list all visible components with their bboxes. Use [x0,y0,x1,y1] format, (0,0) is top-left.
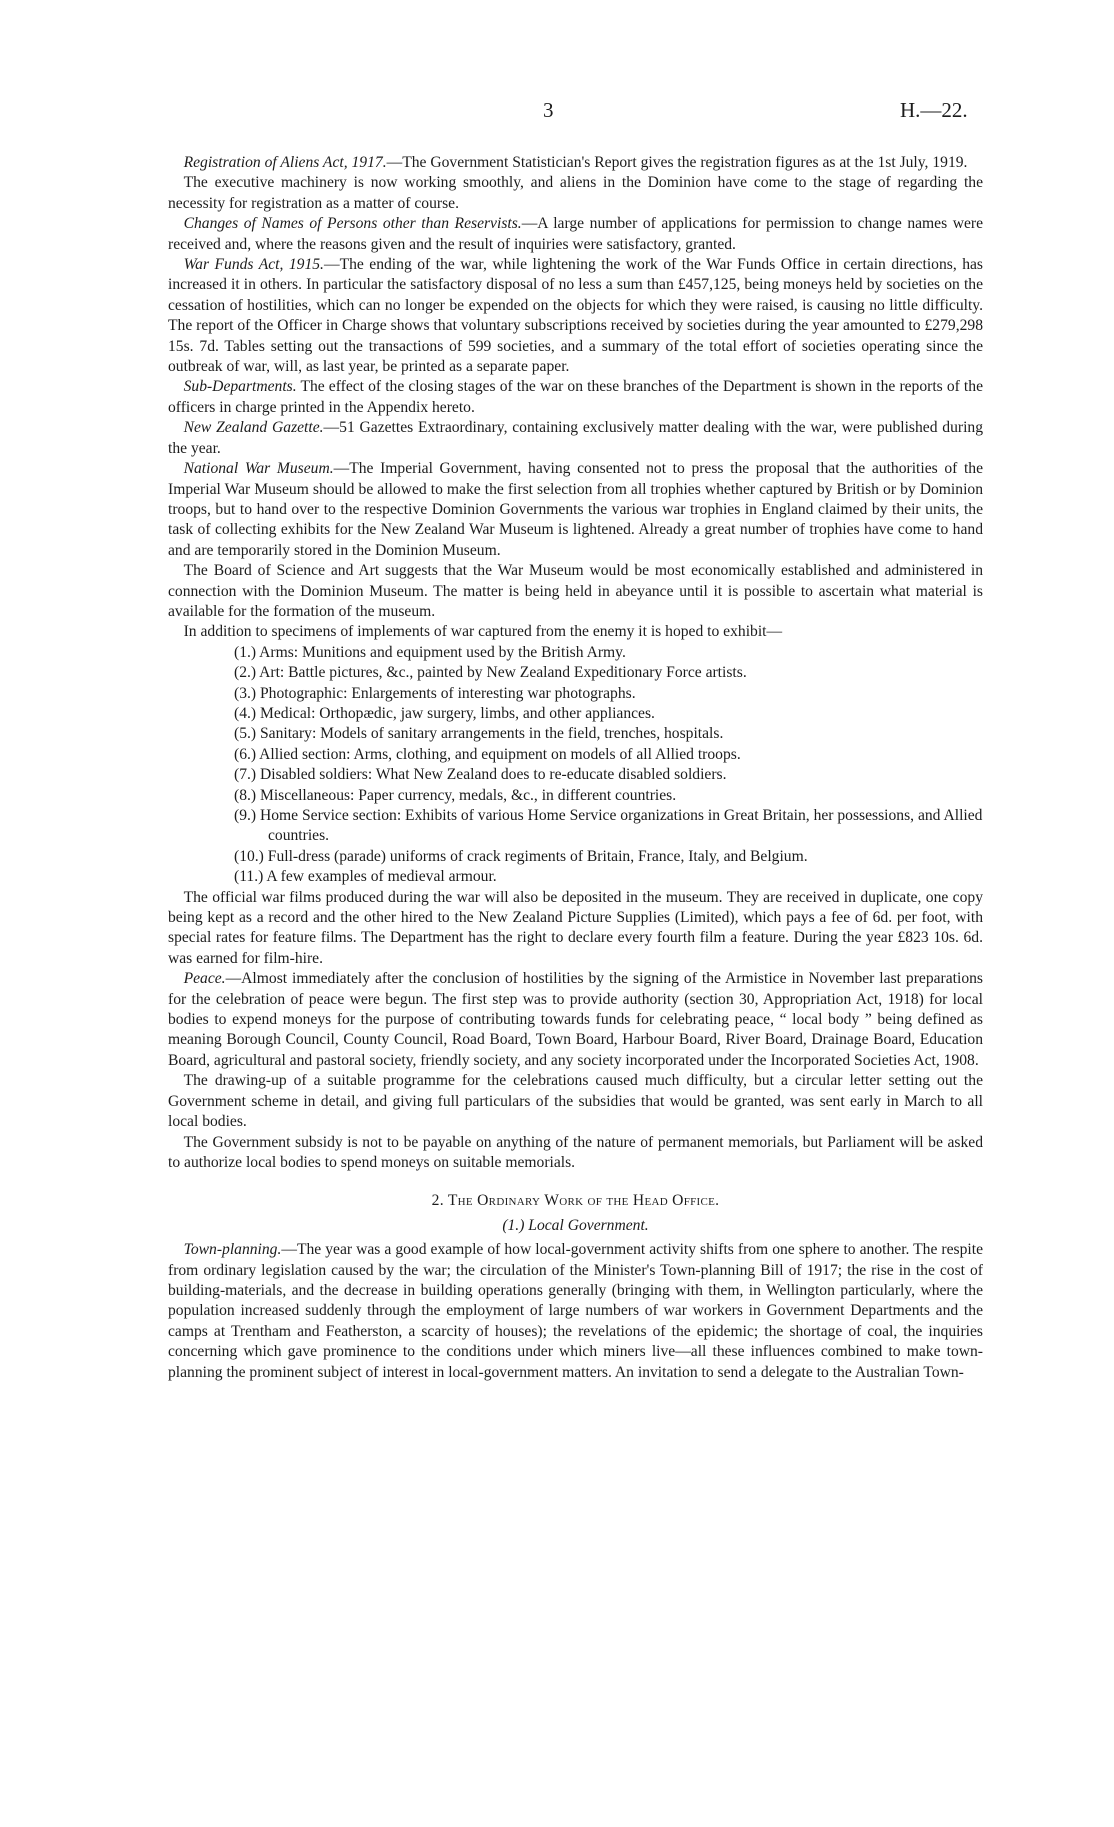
paragraph-lead: New Zealand Gazette. [183,419,324,437]
paragraph-text: —Almost immediately after the conclusion of hostilities by the signing of the Armistice in November last preparations for the celebration of peace were begun. The first step was to provide authority (section 30, Appropriation Act, 1918) for local bodies to expend moneys for the purpose of contributing towards funds for celebrating peace, “ local body ” being defined as meaning Borough Council, County Council, Road Board, Town Board, Harbour Board, River Board, Drainage Board, Education Board, agricultural and pastoral society, friendly society, and any society incorporated under the Incorporated Societies Act, 1908. [168,970,983,1069]
paragraph-text: —The Government Statistician's Report gives the registration figures as at the 1st July, 1919. [386,154,968,171]
paragraph-lead: Sub-Departments. [183,378,297,396]
list-item: (1.) Arms: Munitions and equipment used by the British Army. [234,643,626,661]
paragraph-text: —The year was a good example of how local-government activity shifts from one sphere to another. The respite from ordinary legislation caused by the war; the circulation of the Minister's Town-planning Bill of 1917; the rise in the cost of building-materials, and the decrease in building operations generally (bringing with them, in Wellington particularly, where the population increased suddenly through the employment of large numbers of war workers in Government Departments and the camps at Trentham and Featherston, a scarcity of houses); the revelations of the epidemic; the shortage of coal, the inquiries concerning which gave prominence to the conditions under which miners live—all these influences combined to make town-planning the prominent subject of interest in local-government matters. An invitation to send a delegate to the Australian Town- [168,1241,983,1381]
paragraph-war-films [168,888,983,970]
paragraph-lead: Peace. [183,970,226,988]
list-item: (9.) Home Service section: Exhibits of various Home Service organizations in Great Britain, her possessions, and Allied countries. [234,807,983,845]
list-item: (6.) Allied section: Arms, clothing, and equipment on models of all Allied troops. [234,745,741,763]
paragraph-text: The Government subsidy is not to be payable on anything of the nature of permanent memorials, but Parliament will be asked to authorize local bodies to spend moneys on suitable memorials. [168,1133,983,1171]
list-item: (10.) Full-dress (parade) uniforms of crack regiments of Britain, France, Italy, and Belgium. [234,847,808,865]
document-code: H.—22. [900,98,968,122]
paragraph-programme [168,1071,983,1132]
paragraph-text: —A large number of applications for permission to change names were received and, where the reasons given and the result of inquiries were satisfactory, granted. [168,215,983,253]
paragraph-lead: Town-planning. [183,1241,282,1259]
list-item: (3.) Photographic: Enlargements of interesting war photographs. [234,684,636,702]
list-item: (4.) Medical: Orthopædic, jaw surgery, limbs, and other appliances. [234,704,655,722]
paragraph-lead: Registration of Aliens Act, 1917. [183,154,387,171]
paragraph-exhibit-intro [168,622,983,642]
paragraph-change-of-names [168,214,983,255]
paragraph-subsidy [168,1133,983,1174]
paragraph-text: The executive machinery is now working smoothly, and aliens in the Dominion have come to the stage of regarding the necessity for registration as a matter of course. [168,174,983,212]
paragraph-aliens-act [168,153,983,173]
list-item: (8.) Miscellaneous: Paper currency, medals, &c., in different countries. [234,786,677,804]
paragraph-executive-machinery [168,173,983,214]
page-number: 3 [543,98,554,122]
paragraph-text: —The Imperial Government, having consented not to press the proposal that the authorities of the Imperial War Museum should be allowed to make the first selection from all trophies whether captured by British or by Dominion troops, but to hand over to the respective Dominion Governments the various war trophies in England claimed by their units, the task of collecting exhibits for the New Zealand War Museum is lightened. Already a great number of trophies have come to hand and are temporarily stored in the Dominion Museum. [168,460,984,559]
paragraph-text: The official war films produced during the war will also be deposited in the museum. They are received in duplicate, one copy being kept as a record and the other hired to the New Zealand Picture Supplies (Limited), which pays a fee of 6d. per foot, with special rates for feature films. The Department has the right to declare every fourth film a feature. During the year £823 10s. 6d. was earned for film-hire. [168,888,983,967]
list-item: (11.) A few examples of medieval armour. [234,868,497,886]
list-item: (2.) Art: Battle pictures, &c., painted by New Zealand Expeditionary Force artists. [234,664,747,682]
paragraph-text: The effect of the closing stages of the war on these branches of the Department is shown in the reports of the officers in charge printed in the Appendix hereto. [168,378,983,416]
paragraph-text: The drawing-up of a suitable programme for the celebrations caused much difficulty, but a circular letter setting out the Government scheme in detail, and giving full particulars of the subsidies that would be granted, was sent early in March to all local bodies. [168,1072,983,1131]
paragraph-text: The Board of Science and Art suggests that the War Museum would be most economically established and administered in connection with the Dominion Museum. The matter is being held in abeyance until it is possible to ascertain what material is available for the formation of the museum. [168,562,983,620]
body-text [168,153,983,1383]
paragraph-board-of-science [168,561,983,622]
paragraph-gazette [168,418,983,459]
paragraph-text: In addition to specimens of implements of war captured from the enemy it is hoped to exhibit— [183,623,783,641]
paragraph-lead: National War Museum. [183,460,334,478]
paragraph-text: —The ending of the war, while lightening the work of the War Funds Office in certain directions, has increased it in others. In particular the satisfactory disposal of no less a sum than £457,125, being moneys held by societies on the cessation of hostilities, which can no longer be expended on the objects for which they were raised, is causing no little difficulty. The report of the Officer in Charge shows that voluntary subscriptions received by societies during the year amounted to £279,298 15s. 7d. Tables setting out the transactions of 599 societies, and a summary of the total effort of societies operating since the outbreak of war, will, as last year, be printed as a separate paper. [168,256,983,376]
list-item: (7.) Disabled soldiers: What New Zealand does to re-educate disabled soldiers. [234,766,727,784]
paragraph-war-museum [168,459,983,561]
paragraph-lead: War Funds Act, 1915. [183,256,324,274]
exhibit-list [168,643,983,888]
subsection-title-text: (1.) Local Government. [502,1216,649,1234]
paragraph-war-funds-act [168,255,983,377]
paragraph-town-planning [168,1240,983,1383]
paragraph-sub-departments [168,377,983,418]
paragraph-text: —51 Gazettes Extraordinary, containing exclusively matter dealing with the war, were published during the year. [168,419,983,457]
paragraph-lead: Changes of Names of Persons other than Reservists. [183,215,522,233]
list-item: (5.) Sanitary: Models of sanitary arrangements in the field, trenches, hospitals. [234,725,724,743]
subsection-title [168,1216,983,1236]
paragraph-peace [168,969,983,1071]
section-title: 2. The Ordinary Work of the Head Office. [431,1192,720,1210]
